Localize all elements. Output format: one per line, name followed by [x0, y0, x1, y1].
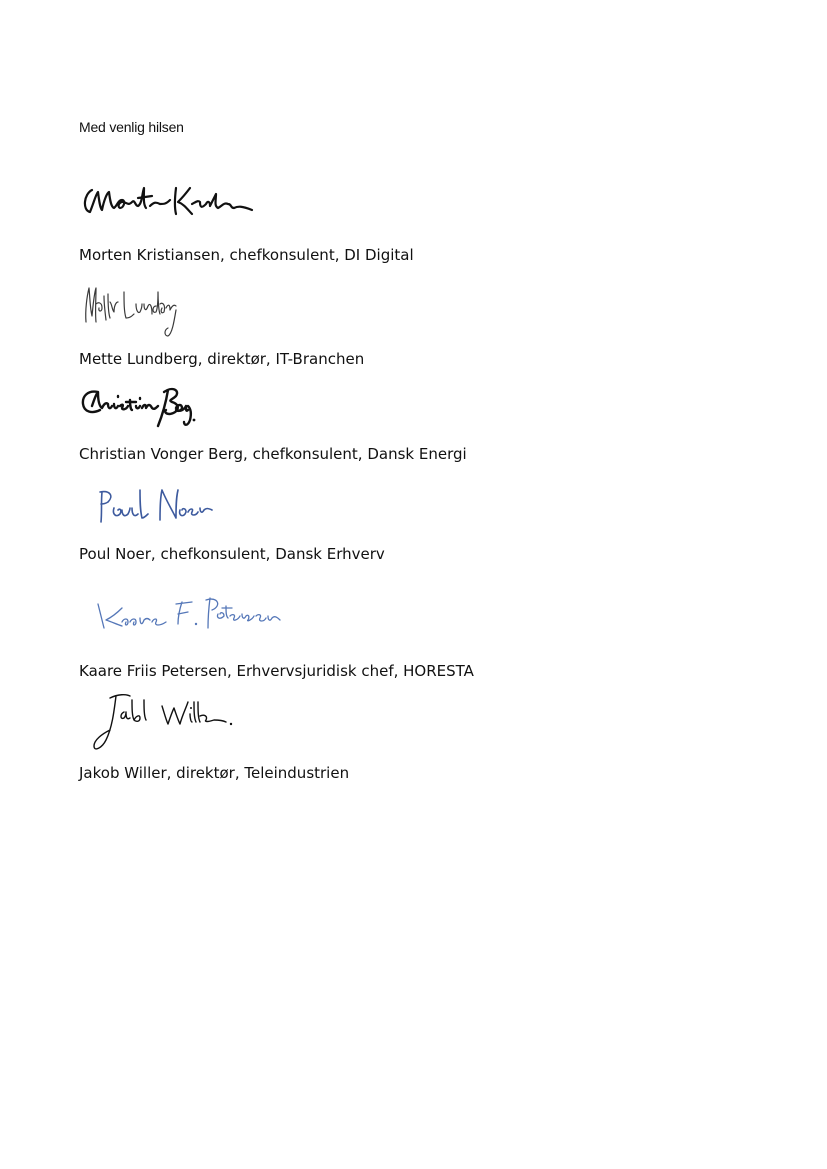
- signature-christian-berg: [80, 382, 200, 436]
- signature-jakob-willer: [90, 690, 240, 754]
- signer-line: Christian Vonger Berg, chefkonsulent, Dansk Energi: [79, 445, 467, 463]
- signer-line: Jakob Willer, direktør, Teleindustrien: [79, 764, 350, 782]
- signer-line: Morten Kristiansen, chefkonsulent, DI Digital: [79, 246, 414, 264]
- signature-poul-noer: [92, 484, 218, 528]
- signer-line: Kaare Friis Petersen, Erhvervsjuridisk chef, HORESTA: [79, 662, 474, 680]
- signature-mette-lundberg: [80, 282, 180, 340]
- signer-line: Mette Lundberg, direktør, IT-Branchen: [79, 350, 365, 368]
- closing-greeting: Med venlig hilsen: [79, 119, 184, 135]
- signature-morten-kristiansen: [80, 180, 260, 222]
- signer-line: Poul Noer, chefkonsulent, Dansk Erhverv: [79, 545, 385, 563]
- signature-kaare-f-petersen: [94, 594, 284, 634]
